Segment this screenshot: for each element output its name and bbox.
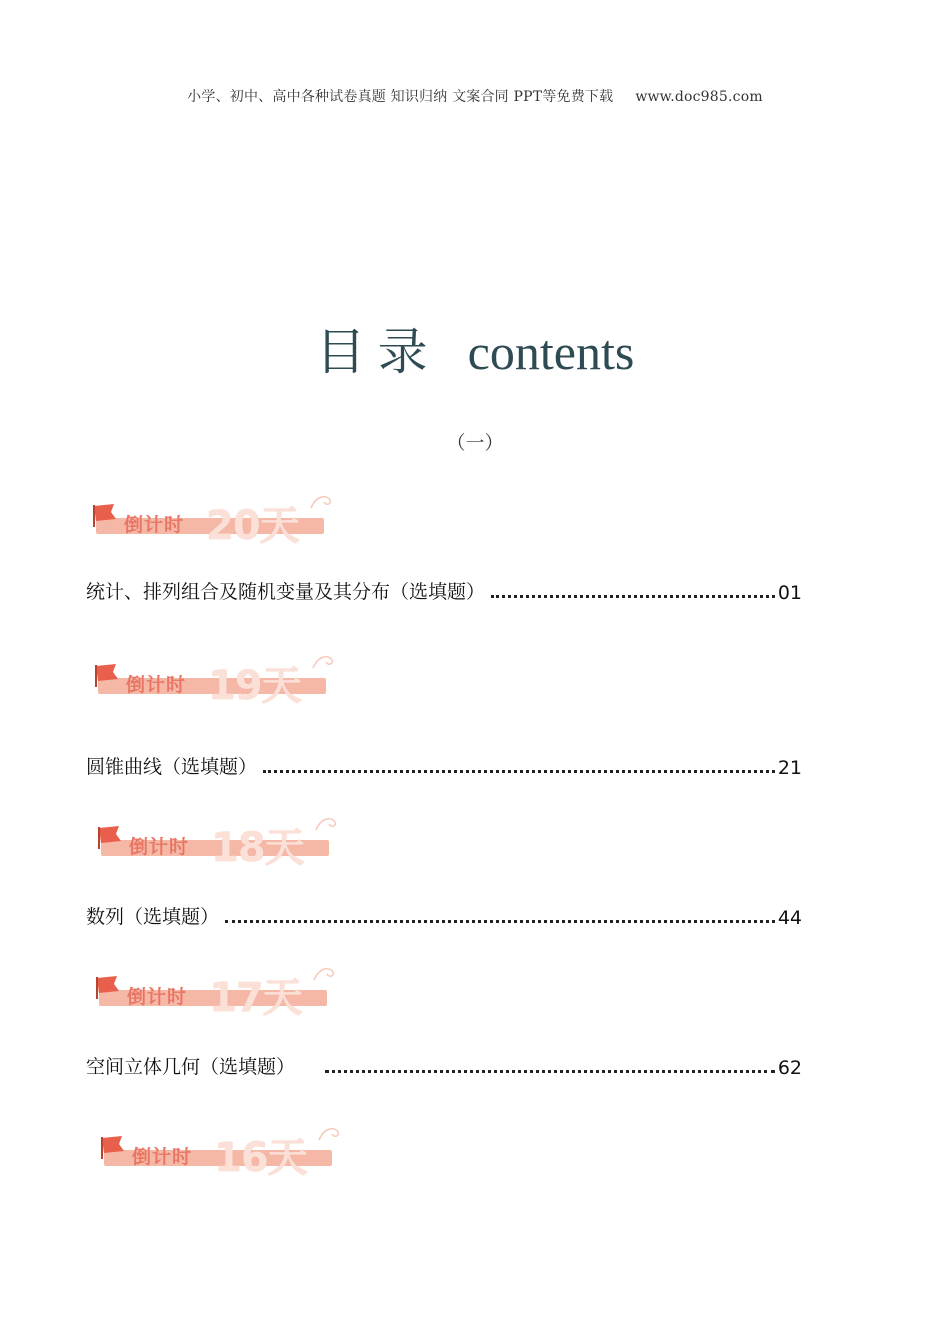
banner-day: 16天 <box>214 1135 307 1181</box>
swirl-decoration-icon <box>313 812 339 834</box>
banner-day: 19天 <box>208 663 301 709</box>
toc-entry[interactable] <box>86 753 802 779</box>
flag-icon <box>90 502 120 528</box>
banner-label: 倒计时 <box>132 1146 193 1168</box>
page-header <box>0 86 950 106</box>
title-cn: 目录 <box>315 323 440 381</box>
toc-leader-dots <box>263 770 775 773</box>
header-site: www.doc985.com <box>635 89 763 105</box>
countdown-banner <box>91 960 341 1022</box>
flag-icon <box>95 824 125 850</box>
swirl-decoration-icon <box>308 490 334 512</box>
toc-entry[interactable] <box>86 578 802 604</box>
page-title <box>0 312 950 384</box>
header-tagline: 小学、初中、高中各种试卷真题 知识归纳 文案合同 PPT等免费下载 <box>187 89 614 105</box>
toc-leader-dots <box>325 1070 775 1073</box>
toc-entry[interactable] <box>86 1053 802 1079</box>
part-label: （一） <box>446 432 504 454</box>
toc-entry-page: 21 <box>777 757 802 779</box>
toc-entry-title: 数列（选填题） <box>86 906 220 928</box>
flag-icon <box>92 662 122 688</box>
banner-label: 倒计时 <box>126 674 187 696</box>
toc-leader-dots <box>225 920 775 923</box>
banner-day: 17天 <box>209 975 302 1021</box>
swirl-decoration-icon <box>311 962 337 984</box>
banner-day: 20天 <box>206 503 299 549</box>
toc-entry[interactable] <box>86 903 802 929</box>
toc-entry-title: 圆锥曲线（选填题） <box>86 756 258 778</box>
countdown-banner <box>88 488 338 550</box>
flag-icon <box>98 1134 128 1160</box>
banner-label: 倒计时 <box>129 836 190 858</box>
banner-day: 18天 <box>211 825 304 871</box>
countdown-banner <box>90 648 340 710</box>
toc-entry-page: 01 <box>777 582 802 604</box>
countdown-banner <box>96 1120 346 1182</box>
swirl-decoration-icon <box>316 1122 342 1144</box>
toc-leader-dots <box>491 595 775 598</box>
countdown-banner <box>93 810 343 872</box>
toc-entry-page: 62 <box>777 1057 802 1079</box>
toc-entry-title: 空间立体几何（选填题） <box>86 1056 296 1078</box>
toc-entry-title: 统计、排列组合及随机变量及其分布（选填题） <box>86 581 486 603</box>
banner-label: 倒计时 <box>124 514 185 536</box>
flag-icon <box>93 974 123 1000</box>
swirl-decoration-icon <box>310 650 336 672</box>
banner-label: 倒计时 <box>127 986 188 1008</box>
title-en: contents <box>467 324 635 380</box>
toc-entry-page: 44 <box>777 907 802 929</box>
